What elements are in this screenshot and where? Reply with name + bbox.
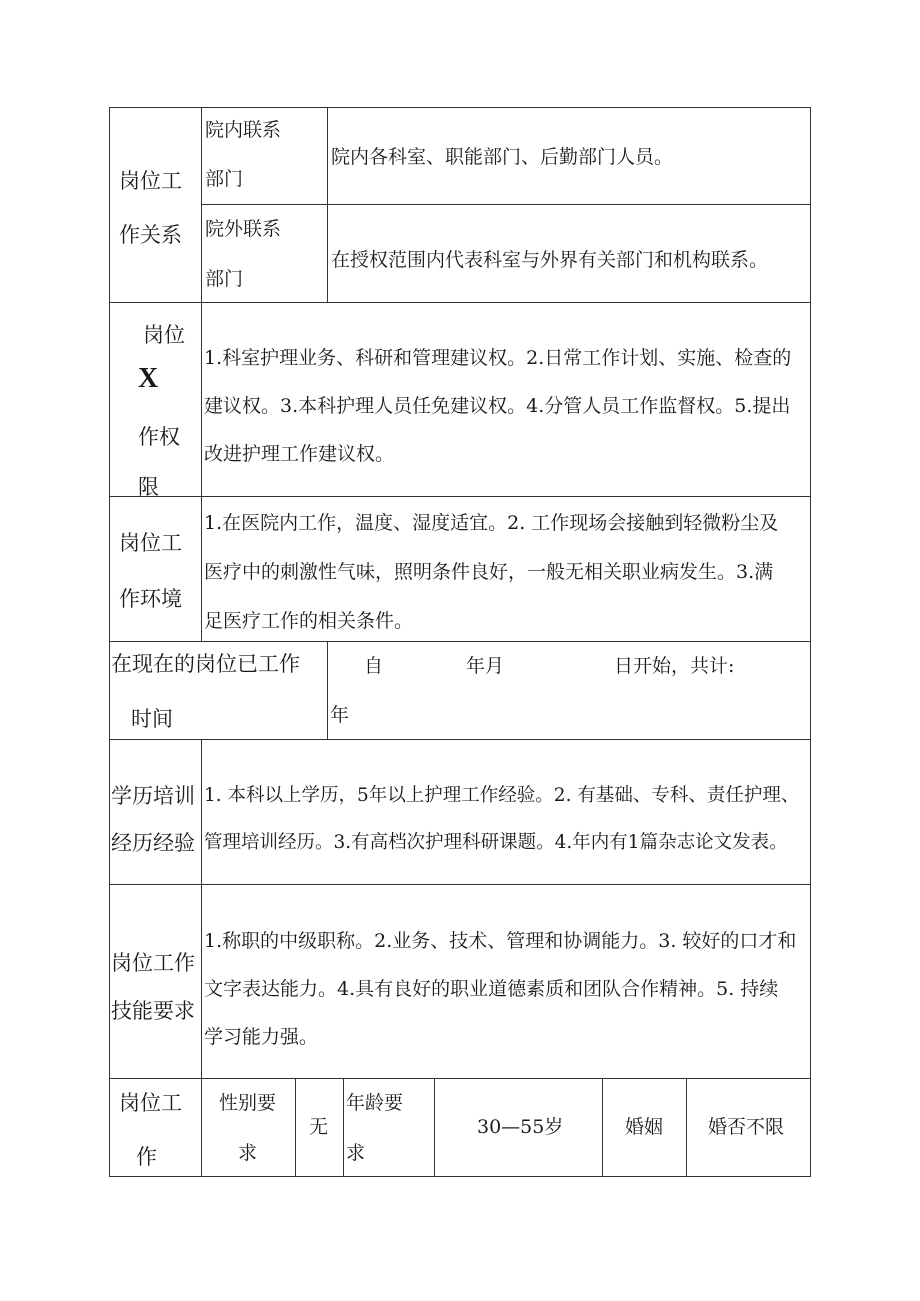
column-divider [201,496,202,641]
education-text-line1: 1. 本科以上学历，5年以上护理工作经验。2. 有基础、专科、责任护理、 [204,785,800,806]
gender-label-line2: 求 [238,1142,258,1164]
table-border-right [810,107,811,1177]
authority-label-line2: X [138,363,159,394]
internal-contact-value: 院内各科室、职能部门、后勤部门人员。 [331,146,674,168]
row-divider-internal-external [201,204,811,205]
authority-label-line1: 岗位 [143,323,185,347]
marriage-label: 婚姻 [625,1116,664,1138]
authority-label-line4: 限 [138,475,159,496]
row-divider [109,739,811,740]
row-divider [109,496,811,497]
education-label-line1: 学历培训 [111,784,195,808]
row-divider [109,884,811,885]
column-divider [201,884,202,1078]
skills-label-line1: 岗位工作 [111,951,195,975]
column-divider [201,107,202,302]
skills-label-line2: 技能要求 [111,999,195,1023]
external-contact-label-line1: 院外联系 [205,218,282,240]
internal-contact-label-line2: 部门 [205,168,244,190]
tenure-years: 年 [330,704,350,726]
skills-text-line1: 1.称职的中级职称。2.业务、技术、管理和协调能力。3. 较好的口才和 [204,930,797,952]
column-divider [686,1078,687,1176]
column-divider [602,1078,603,1176]
external-contact-value: 在授权范围内代表科室与外界有关部门和机构联系。 [331,249,769,271]
column-divider [201,302,202,496]
relations-label-line2: 作关系 [119,223,182,247]
column-divider [327,641,328,739]
environment-text-line1: 1.在医院内工作，温度、湿度适宜。2. 工作现场会接触到轻微粉尘及 [204,512,779,534]
authority-text-line1: 1.科室护理业务、科研和管理建议权。2.日常工作计划、实施、检查的 [204,347,792,369]
age-label-line1: 年龄要 [346,1092,404,1114]
gender-label-line1: 性别要 [219,1092,277,1114]
environment-text-line3: 足医疗工作的相关条件。 [204,610,414,632]
environment-label-line1: 岗位工 [119,531,182,555]
column-divider [327,107,328,302]
tenure-label-line2: 时间 [131,707,173,731]
row-divider [109,1078,811,1079]
conditions-label-line1: 岗位工 [119,1091,182,1115]
authority-text-line3: 改进护理工作建议权。 [204,443,395,465]
tenure-year-month: 年月 [466,655,505,677]
authority-text-line2: 建议权。3.本科护理人员任免建议权。4.分管人员工作监督权。5.提出 [204,395,791,417]
column-divider [343,1078,344,1176]
tenure-label-line1: 在现在的岗位已工作 [111,652,300,676]
table-border-bottom [109,1176,811,1177]
education-text-line2: 管理培训经历。3.有高档次护理科研课题。4.年内有1篇杂志论文发表。 [204,832,788,853]
column-divider [434,1078,435,1176]
gender-value: 无 [309,1116,329,1138]
skills-text-line2: 文字表达能力。4.具有良好的职业道德素质和团队合作精神。5. 持续 [204,978,779,1000]
environment-label-line2: 作环境 [119,587,182,611]
authority-label-line3: 作权 [138,425,180,449]
relations-label-line1: 岗位工 [119,169,182,193]
column-divider [201,1078,202,1176]
column-divider [201,739,202,884]
age-label-line2: 求 [346,1142,366,1164]
column-divider [295,1078,296,1176]
skills-text-line3: 学习能力强。 [204,1026,319,1048]
external-contact-label-line2: 部门 [205,268,244,290]
row-divider [109,302,811,303]
education-label-line2: 经历经验 [111,831,195,855]
marriage-value: 婚否不限 [708,1116,785,1138]
internal-contact-label-line1: 院内联系 [205,119,282,141]
table-border-left [109,107,110,1177]
tenure-from: 自 [364,655,384,677]
tenure-day-start: 日开始，共计: [614,655,735,677]
age-value: 30—55岁 [477,1116,564,1138]
conditions-label-line2: 作 [136,1145,157,1169]
environment-text-line2: 医疗中的刺激性气味，照明条件良好，一般无相关职业病发生。3.满 [204,561,774,583]
